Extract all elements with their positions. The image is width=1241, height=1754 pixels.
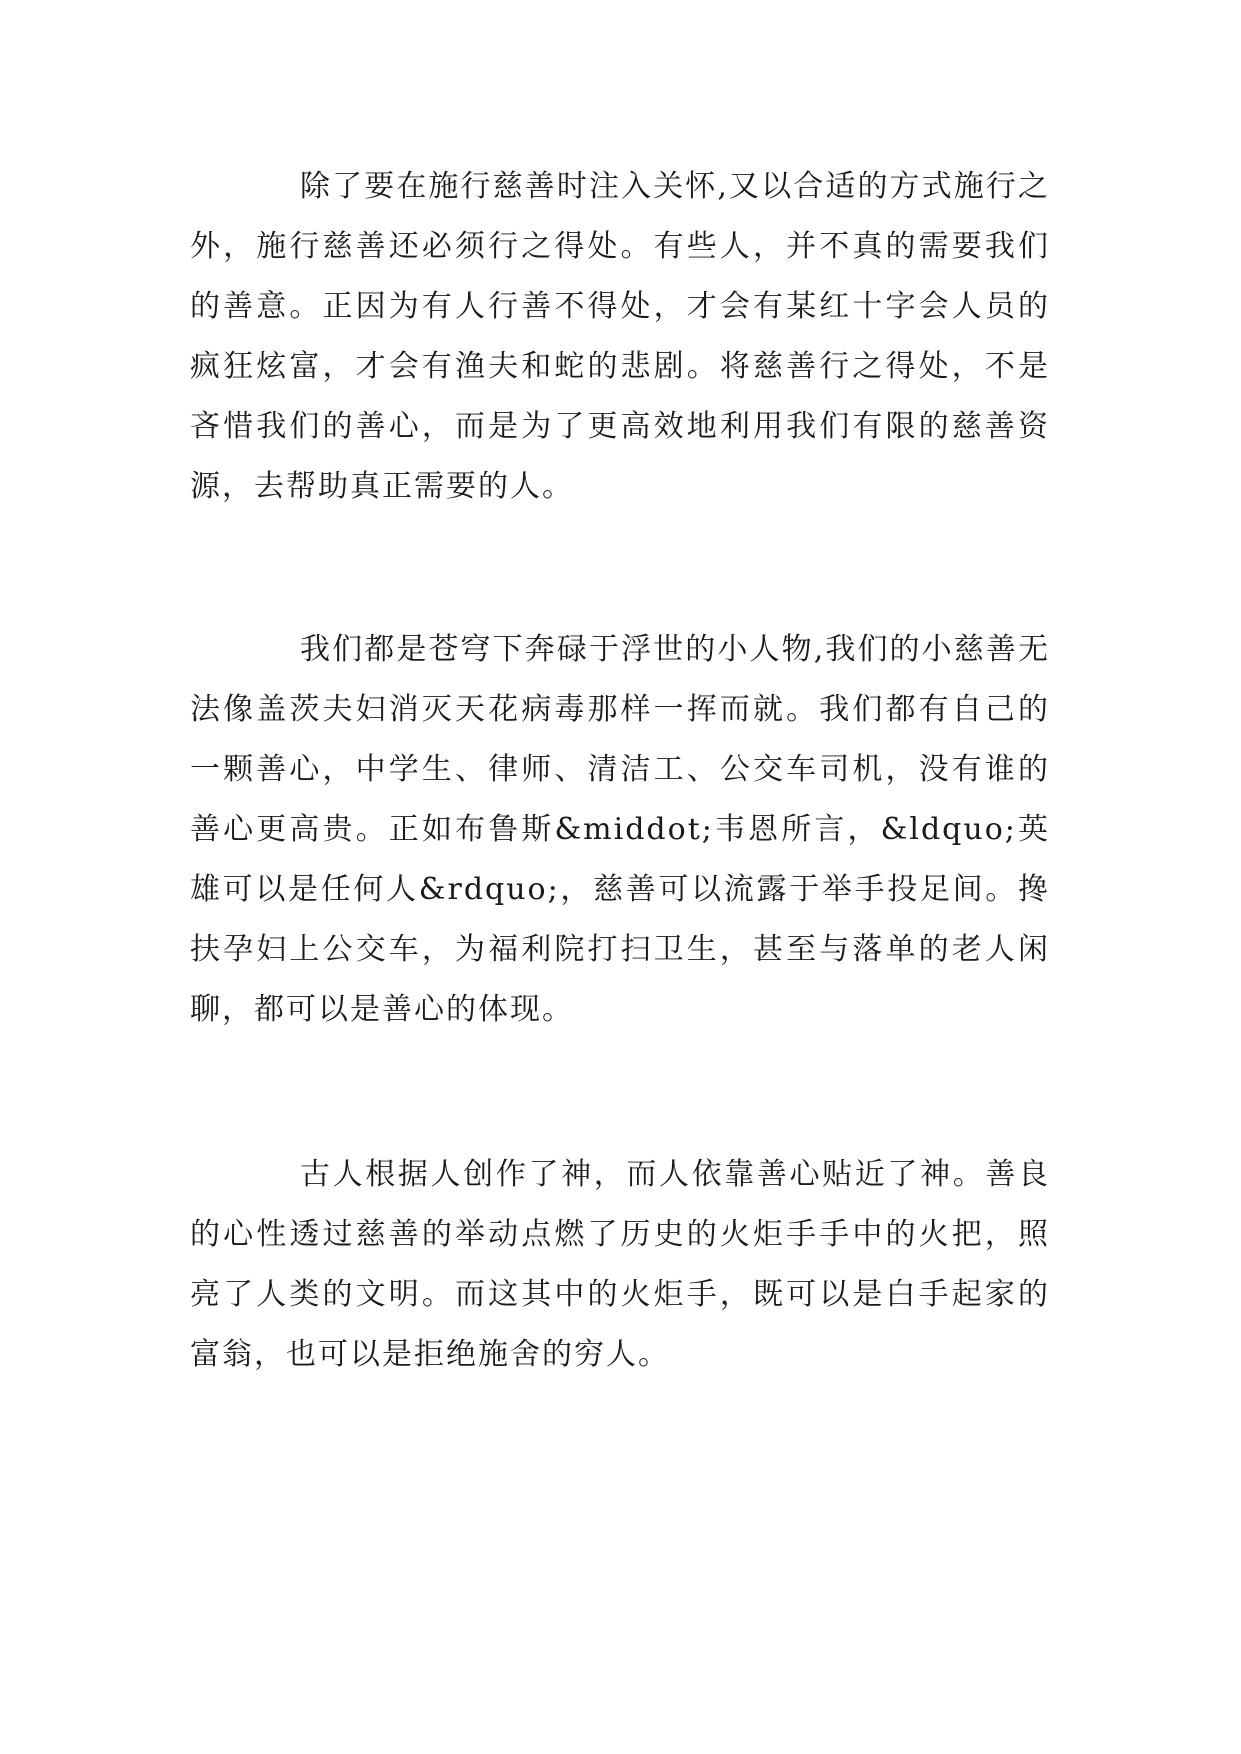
paragraph-2: 我们都是苍穹下奔碌于浮世的小人物,我们的小慈善无法像盖茨夫妇消灭天花病毒那样一挥而就。我们都有自己的一颗善心，中学生、律师、清洁工、公交车司机，没有谁的善心更高贵。正如布鲁斯&middot;韦恩所言，&ldquo;英雄可以是任何人&rdquo;，慈善可以流露于举手投足间。搀扶孕妇上公交车，为福利院打扫卫生，甚至与落单的老人闲聊，都可以是善心的体现。	[190, 632, 1050, 1027]
paragraph-3: 古人根据人创作了神，而人依靠善心贴近了神。善良的心性透过慈善的举动点燃了历史的火炬手手中的火把，照亮了人类的文明。而这其中的火炬手，既可以是白手起家的富翁，也可以是拒绝施舍的穷人。	[190, 1157, 1050, 1372]
paragraph-1: 除了要在施行慈善时注入关怀,又以合适的方式施行之外，施行慈善还必须行之得处。有些人，并不真的需要我们的善意。正因为有人行善不得处，才会有某红十字会人员的疯狂炫富，才会有渔夫和蛇的悲剧。将慈善行之得处，不是吝惜我们的善心，而是为了更高效地利用我们有限的慈善资源，去帮助真正需要的人。	[190, 169, 1050, 504]
